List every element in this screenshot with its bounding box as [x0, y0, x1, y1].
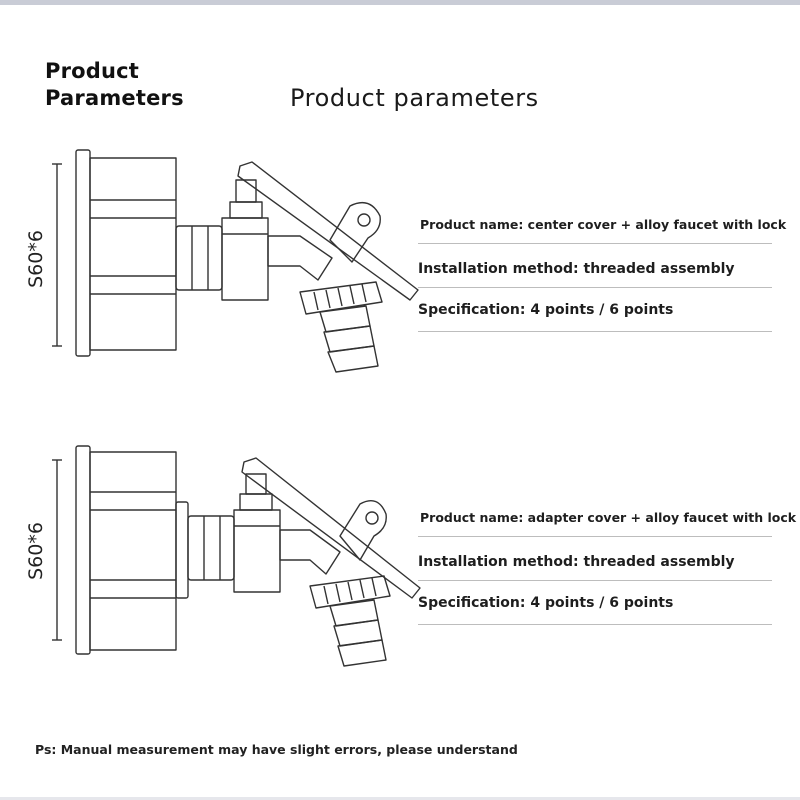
dimension-label: S60*6 — [25, 522, 47, 580]
product-name-text: Product name: center cover + alloy faucet with lock — [420, 217, 787, 232]
dimension-label: S60*6 — [25, 230, 47, 288]
divider — [418, 580, 772, 581]
faucet-diagram-icon — [0, 140, 420, 380]
faucet-diagram-icon — [0, 440, 420, 680]
divider — [418, 624, 772, 625]
installation-method-text: Installation method: threaded assembly — [418, 261, 735, 277]
page-title-line1: Product — [45, 59, 140, 83]
page-title-line2: Parameters — [45, 86, 184, 110]
page-title — [45, 58, 184, 112]
page-subtitle: Product parameters — [290, 84, 539, 112]
footer-note: Ps: Manual measurement may have slight errors, please understand — [35, 742, 518, 757]
divider — [418, 243, 772, 244]
specification-text: Specification: 4 points / 6 points — [418, 595, 674, 611]
specification-text: Specification: 4 points / 6 points — [418, 302, 674, 318]
top-border — [0, 0, 800, 5]
divider — [418, 331, 772, 332]
divider — [418, 287, 772, 288]
installation-method-text: Installation method: threaded assembly — [418, 554, 735, 570]
divider — [418, 536, 772, 537]
product-name-text: Product name: adapter cover + alloy faucet with lock — [420, 510, 797, 525]
